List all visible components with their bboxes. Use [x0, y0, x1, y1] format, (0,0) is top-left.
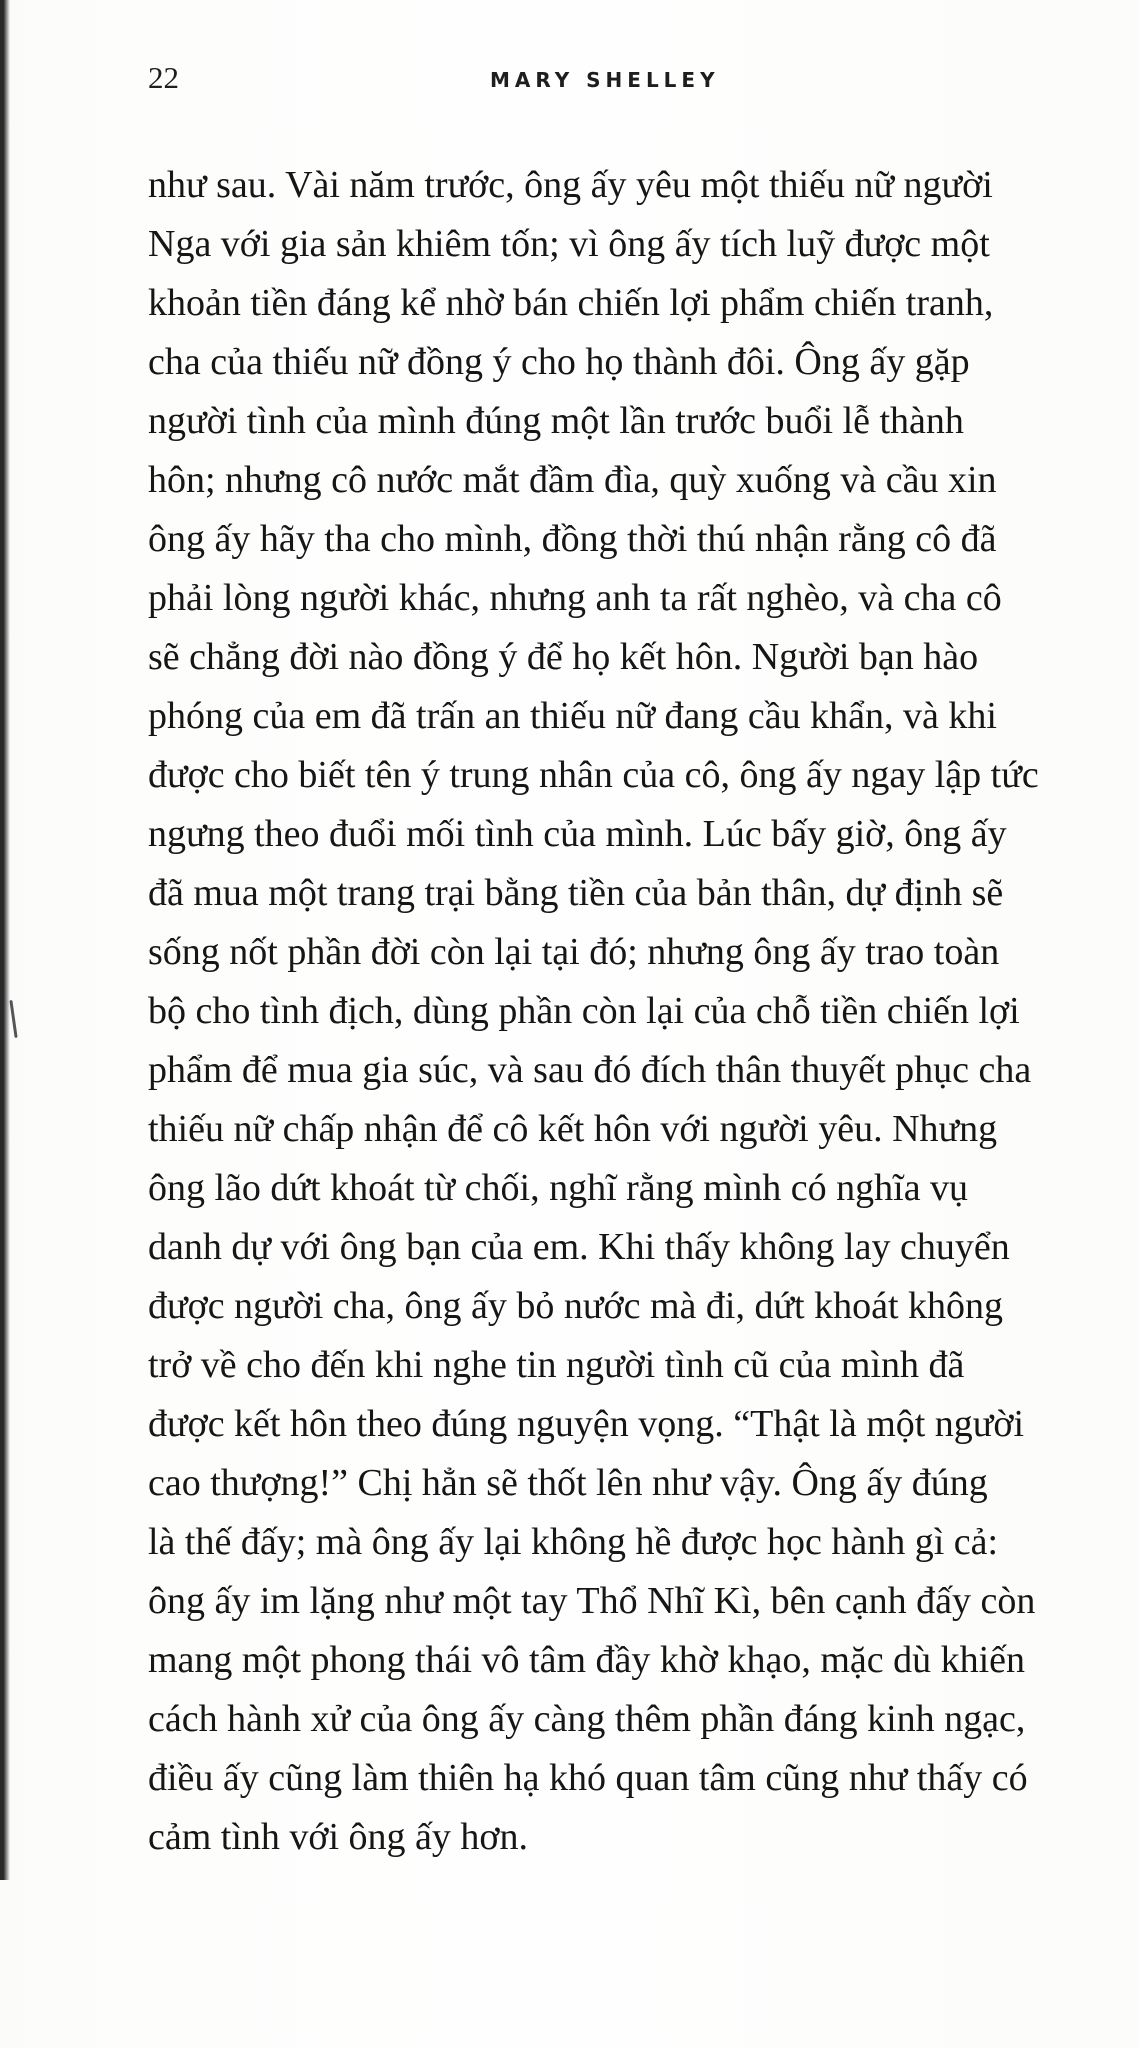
text-line: khoản tiền đáng kể nhờ bán chiến lợi phẩm chiến tranh, — [148, 282, 994, 324]
page-number: 22 — [148, 60, 179, 95]
text-line: mang một phong thái vô tâm đầy khờ khạo, mặc dù khiến — [148, 1639, 1026, 1681]
text-line: cách hành xử của ông ấy càng thêm phần đáng kinh ngạc, — [148, 1698, 1026, 1740]
text-line: cảm tình với ông ấy hơn. — [148, 1816, 529, 1858]
text-line: phải lòng người khác, nhưng anh ta rất nghèo, và cha cô — [148, 577, 1002, 619]
text-line: ông lão dứt khoát từ chối, nghĩ rằng mình có nghĩa vụ — [148, 1167, 969, 1209]
text-line: hôn; nhưng cô nước mắt đầm đìa, quỳ xuống và cầu xin — [148, 459, 997, 501]
text-line: người tình của mình đúng một lần trước buổi lễ thành — [148, 400, 964, 442]
text-line: trở về cho đến khi nghe tin người tình cũ của mình đã — [148, 1344, 965, 1386]
text-line: danh dự với ông bạn của em. Khi thấy không lay chuyển — [148, 1226, 1010, 1268]
text-line: phóng của em đã trấn an thiếu nữ đang cầu khẩn, và khi — [148, 695, 997, 737]
text-line: là thế đấy; mà ông ấy lại không hề được học hành gì cả: — [148, 1521, 999, 1563]
text-line: được cho biết tên ý trung nhân của cô, ông ấy ngay lập tức — [148, 754, 1039, 796]
text-line: sẽ chẳng đời nào đồng ý để họ kết hôn. Người bạn hào — [148, 636, 979, 678]
text-line: ông ấy im lặng như một tay Thổ Nhĩ Kì, bên cạnh đấy còn — [148, 1580, 1036, 1622]
text-line: Nga với gia sản khiêm tốn; vì ông ấy tích luỹ được một — [148, 223, 990, 265]
text-line: ông ấy hãy tha cho mình, đồng thời thú nhận rằng cô đã — [148, 518, 997, 560]
running-head-author: MARY SHELLEY — [490, 68, 720, 92]
text-line: thiếu nữ chấp nhận để cô kết hôn với người yêu. Nhưng — [148, 1108, 998, 1150]
body-paragraph — [148, 156, 1078, 1867]
text-line: điều ấy cũng làm thiên hạ khó quan tâm cũng như thấy có — [148, 1757, 1028, 1799]
text-line: như sau. Vài năm trước, ông ấy yêu một thiếu nữ người — [148, 164, 993, 206]
text-line: phẩm để mua gia súc, và sau đó đích thân thuyết phục cha — [148, 1049, 1032, 1091]
text-line: bộ cho tình địch, dùng phần còn lại của chỗ tiền chiến lợi — [148, 990, 1020, 1032]
text-line: cao thượng!” Chị hẳn sẽ thốt lên như vậy. Ông ấy đúng — [148, 1462, 988, 1504]
text-line: được người cha, ông ấy bỏ nước mà đi, dứt khoát không — [148, 1285, 1004, 1327]
text-line: ngưng theo đuổi mối tình của mình. Lúc bấy giờ, ông ấy — [148, 813, 1007, 855]
text-line: cha của thiếu nữ đồng ý cho họ thành đôi. Ông ấy gặp — [148, 341, 970, 383]
text-line: sống nốt phần đời còn lại tại đó; nhưng ông ấy trao toàn — [148, 931, 1000, 973]
page-edge-mark — [9, 1000, 17, 1038]
text-line: được kết hôn theo đúng nguyện vọng. “Thật là một người — [148, 1403, 1025, 1445]
page-gutter-shadow — [0, 0, 10, 1880]
text-line: đã mua một trang trại bằng tiền của bản thân, dự định sẽ — [148, 872, 1004, 914]
